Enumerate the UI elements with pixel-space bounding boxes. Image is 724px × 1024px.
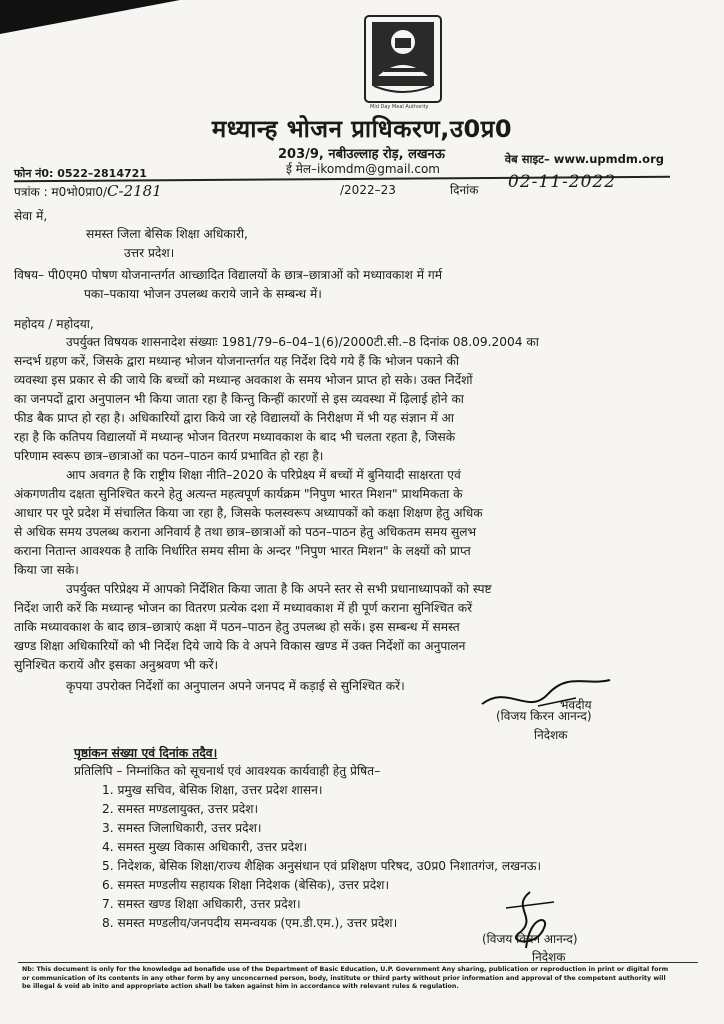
endorsement-item: 3. समस्त जिलाधिकारी, उत्तर प्रदेश।: [102, 821, 262, 835]
reference-label: पत्रांक : म0भो0प्रा0/: [14, 185, 108, 199]
endorsement-item: 2. समस्त मण्डलायुक्त, उत्तर प्रदेश।: [102, 802, 259, 816]
signatory-name-1: (विजय किरन आनन्द): [496, 709, 592, 723]
endorsement-item: 4. समस्त मुख्य विकास अधिकारी, उत्तर प्रदेश।: [102, 840, 308, 854]
para1-line: का जनपदों द्वारा अनुपालन भी किया जाता रहा है किन्तु किन्हीं कारणों से इस व्यवस्था में ढ़िलाई होने का: [14, 392, 464, 406]
endorsement-intro: प्रतिलिपि – निम्नांकित को सूचनार्थ एवं आवश्यक कार्यवाही हेतु प्रेषित–: [74, 764, 381, 778]
para2-line: किया जा सके।: [14, 563, 79, 577]
org-title: मध्यान्ह भोजन प्राधिकरण,उ0प्र0: [211, 115, 513, 143]
closing-bhavdiya: भवदीय: [560, 698, 592, 712]
para3-line: खण्ड शिक्षा अधिकारियों को भी निर्देश दिये जाये कि वे अपने विकास खण्ड में उक्त निर्देशों का अनुपालन: [14, 639, 466, 653]
logo-caption: Mid Day Meal Authority: [370, 104, 429, 110]
footnote-line: Nb: This document is only for the knowledge ad bonafide use of the Department of Basic Education, U.P. Government Any sharing, publication or reproduction in print or digital form: [22, 966, 669, 973]
recipient-line1: समस्त जिला बेसिक शिक्षा अधिकारी,: [86, 227, 248, 241]
footnote-line: or communication of its contents in any other form by any unconcerned person, body, institute or third party without prior information and approval of the competent authority will: [22, 974, 666, 982]
salutation: महोदय / महोदया,: [14, 317, 94, 331]
footnote-disclaimer: [22, 966, 712, 992]
para3-line: सुनिश्चित करायें और इसका अनुश्रवण भी करें।: [14, 658, 219, 672]
signatory-designation-2: निदेशक: [532, 950, 566, 964]
endorsement-item: 7. समस्त खण्ड शिक्षा अधिकारी, उत्तर प्रदेश।: [102, 897, 301, 911]
endorsement-item: 8. समस्त मण्डलीय/जनपदीय समन्वयक (एम.डी.एम.), उत्तर प्रदेश।: [102, 916, 398, 930]
reference-number: [14, 182, 162, 200]
endorsement-item: 6. समस्त मण्डलीय सहायक शिक्षा निदेशक (बेसिक), उत्तर प्रदेश।: [102, 878, 390, 892]
handwritten-date: 02-11-2022: [508, 172, 617, 192]
para2-line: अंकगणतीय दक्षता सुनिश्चित करने हेतु अत्यन्त महत्वपूर्ण कार्यक्रम "निपुण भारत मिशन" प्राथमिकता के: [14, 487, 463, 501]
para2-line: आप अवगत है कि राष्ट्रीय शिक्षा नीति–2020 के परिप्रेक्ष्य में बच्चों में बुनियादी साक्षरता एवं: [66, 468, 461, 482]
org-address: 203/9, नबीउल्लाह रोड़, लखनऊ: [278, 147, 445, 162]
email-address: ई मेल–ikomdm@gmail.com: [286, 162, 440, 176]
para1-line: व्यवस्था इस प्रकार से की जाये कि बच्चों को मध्यान्ह अवकाश के समय भोजन प्राप्त हो सके। उक्त निर्देशों: [14, 373, 473, 387]
para1-line: रहा है कि कतिपय विद्यालयों में मध्यान्ह भोजन वितरण मध्यावकाश के बाद भी चलता रहता है, जिसके: [14, 430, 456, 444]
scan-corner-shadow: [0, 0, 180, 34]
handwritten-reference-no: C-2181: [107, 182, 162, 200]
para3-line: निर्देश जारी करें कि मध्यान्ह भोजन का वितरण प्रत्येक दशा में मध्यावकाश में ही पूर्ण कराना सुनिश्चित करें: [14, 601, 473, 615]
para1-line: परिणाम स्वरूप छात्र–छात्राओं का पठन–पाठन कार्य प्रभावित हो रहा है।: [14, 449, 324, 463]
signatory-name-2: (विजय किरन आनन्द): [482, 932, 578, 946]
para1-line: फीड बैक प्राप्त हो रहा है। अधिकारियों द्वारा किये जा रहे विद्यालयों के निरीक्षण में भी यह संज्ञान में आ: [14, 411, 455, 425]
para2-line: आधार पर पूरे प्रदेश में संचालित किया जा रहा है, जिसके फलस्वरूप अध्यापकों को कक्षा शिक्षण हेतु अधिक: [14, 506, 483, 520]
seva-me: सेवा में,: [14, 209, 48, 223]
signatory-designation-1: निदेशक: [534, 728, 568, 742]
recipient-line2: उत्तर प्रदेश।: [124, 246, 175, 260]
para3-line: ताकि मध्यावकाश के बाद छात्र–छात्राएं कक्षा में पठन–पाठन हेतु उपलब्ध हो सकें। इस सम्बन्ध में समस्त: [14, 620, 460, 634]
footnote-line: be illegal & void ab inito and appropriate action shall be taken against him in accordance with relevant rules & regulation.: [22, 983, 459, 991]
subject-line2: पका–पकाया भोजन उपलब्ध कराये जाने के सम्बन्ध में।: [84, 287, 322, 301]
endorsement-heading: पृष्ठांकन संख्या एवं दिनांक तदैव।: [74, 746, 218, 760]
reference-year: /2022–23: [340, 183, 396, 197]
endorsement-item: 1. प्रमुख सचिव, बेसिक शिक्षा, उत्तर प्रदेश शासन।: [102, 783, 323, 797]
footnote-rule: [18, 962, 698, 963]
endorsement-item: 5. निदेशक, बेसिक शिक्षा/राज्य शैक्षिक अनुसंधान एवं प्रशिक्षण परिषद, उ0प्र0 निशातगंज, लखनऊ।: [102, 859, 542, 873]
para2-line: से अधिक समय उपलब्ध कराना अनिवार्य है तथा छात्र–छात्राओं को पठन–पाठन हेतु अधिकतम समय सुलभ: [14, 525, 477, 539]
phone-number: फोन नं0: 0522–2814721: [14, 167, 147, 180]
para4: कृपया उपरोक्त निर्देशों का अनुपालन अपने जनपद में कड़ाई से सुनिश्चित करें।: [66, 679, 405, 693]
para3-line: उपर्युक्त परिप्रेक्ष्य में आपको निर्देशित किया जाता है कि अपने स्तर से सभी प्रधानाध्यापकों को स्पष्ट: [66, 582, 492, 596]
mdm-authority-logo: [362, 14, 444, 106]
para1-line: उपर्युक्त विषयक शासनादेश संख्याः 1981/79–6–04–1(6)/2000टी.सी.–8 दिनांक 08.09.2004 का: [66, 335, 539, 349]
subject-line1: विषय– पी0एम0 पोषण योजनान्तर्गत आच्छादित विद्यालयों के छात्र–छात्राओं को मध्यावकाश में गर्म: [14, 268, 443, 282]
website: वेब साइट– www.upmdm.org: [504, 152, 664, 166]
para1-line: सन्दर्भ ग्रहण करें, जिसके द्वारा मध्यान्ह भोजन योजनान्तर्गत यह निर्देश दिये गये हैं कि भोजन पकाने की: [14, 354, 460, 368]
para2-line: कराना नितान्त आवश्यक है ताकि निर्धारित समय सीमा के अन्दर "निपुण भारत मिशन" के लक्ष्यों को प्राप्त: [14, 544, 471, 558]
date-label: दिनांक: [450, 183, 479, 197]
